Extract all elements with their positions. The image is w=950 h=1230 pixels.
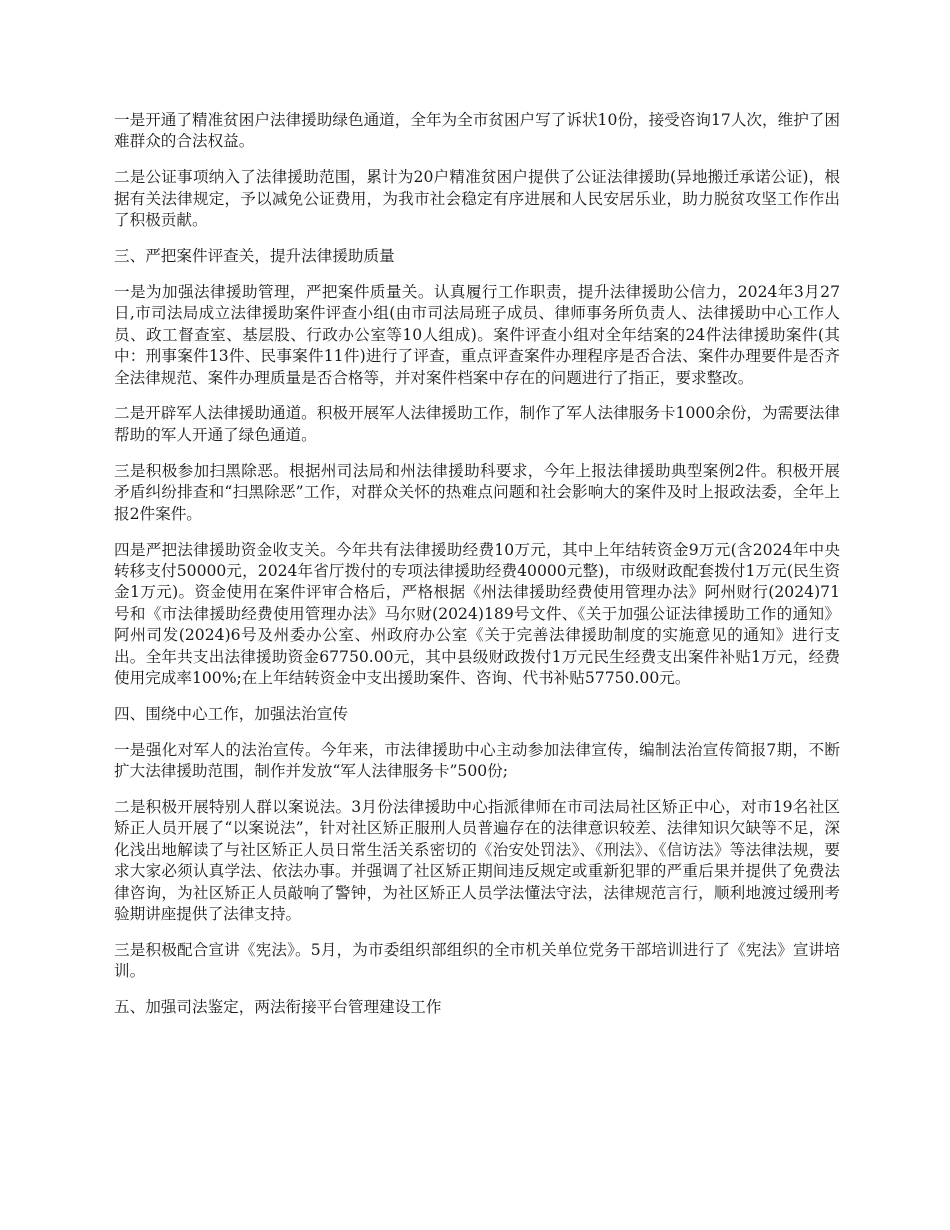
section-heading-judicial-appraisal: 五、加强司法鉴定，两法衔接平台管理建设工作 [114, 998, 442, 1017]
document-body [114, 110, 840, 1033]
paragraph-constitution-lecture: 三是积极配合宣讲《宪法》。5月，为市委组织部组织的全市机关单位党务干部培训进行了《宪法》宣讲培训。 [114, 941, 840, 981]
section-heading-legal-publicity: 四、围绕中心工作，加强法治宣传 [114, 704, 348, 723]
paragraph-special-groups-cases: 二是积极开展特别人群以案说法。3月份法律援助中心指派律师在市司法局社区矫正中心，对市19名社区矫正人员开展了“以案说法”，针对社区矫正服刑人员普遍存在的法律意识较差、法律知识欠缺等不足，深化浅出地解读了与社区矫正人员日常生活关系密切的《治安处罚法》、《刑法》、《信访法》等法律法规，要求大家必须认真学法、依法办事。并强调了社区矫正期间违反规定或重新犯罪的严重后果并提供了免费法律咨询，为社区矫正人员敲响了警钟，为社区矫正人员学法懂法守法，法律规范言行，顺利地渡过缓刑考验期讲座提供了法律支持。 [114, 798, 840, 924]
paragraph-notarization-aid: 二是公证事项纳入了法律援助范围，累计为20户精准贫困户提供了公证法律援助(异地搬迁承诺公证)，根据有关法律规定，予以减免公证费用，为我市社会稳定有序进展和人民安居乐业，助力脱贫攻坚工作作出了积极贡献。 [114, 168, 840, 230]
paragraph-poverty-green-channel: 一是开通了精准贫困户法律援助绿色通道，全年为全市贫困户写了诉状10份，接受咨询17人次，维护了困难群众的合法权益。 [114, 111, 840, 151]
paragraph-military-aid-channel: 二是开辟军人法律援助通道。积极开展军人法律援助工作，制作了军人法律服务卡1000余份，为需要法律帮助的军人开通了绿色通道。 [114, 404, 840, 444]
section-heading-case-review: 三、严把案件评查关，提升法律援助质量 [114, 247, 395, 266]
paragraph-case-quality-review: 一是为加强法律援助管理，严把案件质量关。认真履行工作职责，提升法律援助公信力，2024年3月27日,市司法局成立法律援助案件评查小组(由市司法局班子成员、律师事务所负责人、法律援助中心工作人员、政工督查室、基层股、行政办公室等10人组成)。案件评查小组对全年结案的24件法律援助案件(其中：刑事案件13件、民事案件11件)进行了评查，重点评查案件办理程序是否合法、案件办理要件是否齐全法律规范、案件办理质量是否合格等，并对案件档案中存在的问题进行了指正，要求整改。 [114, 282, 840, 387]
paragraph-anti-crime-campaign: 三是积极参加扫黑除恶。根据州司法局和州法律援助科要求，今年上报法律援助典型案例2件。积极开展矛盾纠纷排查和“扫黑除恶”工作，对群众关怀的热难点问题和社会影响大的案件及时上报政法委，全年上报2件案件。 [114, 461, 840, 523]
paragraph-military-publicity: 一是强化对军人的法治宣传。今年来，市法律援助中心主动参加法律宣传，编制法治宣传简报7期，不断扩大法律援助范围，制作并发放“军人法律服务卡”500份; [114, 740, 840, 781]
paragraph-funds-management: 四是严把法律援助资金收支关。今年共有法律援助经费10万元，其中上年结转资金9万元(含2024年中央转移支付50000元，2024年省厅拨付的专项法律援助经费40000元整)，市级财政配套拨付1万元(民生资金1万元)。资金使用在案件评审合格后，严格根据《州法律援助经费使用管理办法》阿州财行(2024)71号和《市法律援助经费使用管理办法》马尔财(2024)189号文件、《关于加强公证法律援助工作的通知》阿州司发(2024)6号及州委办公室、州政府办公室《关于完善法律援助制度的实施意见的通知》进行支出。全年共支出法律援助资金67750.00元，其中县级财政拨付1万元民生经费支出案件补贴1万元，经费使用完成率100%;在上年结转资金中支出援助案件、咨询、代书补贴57750.00元。 [114, 540, 840, 687]
